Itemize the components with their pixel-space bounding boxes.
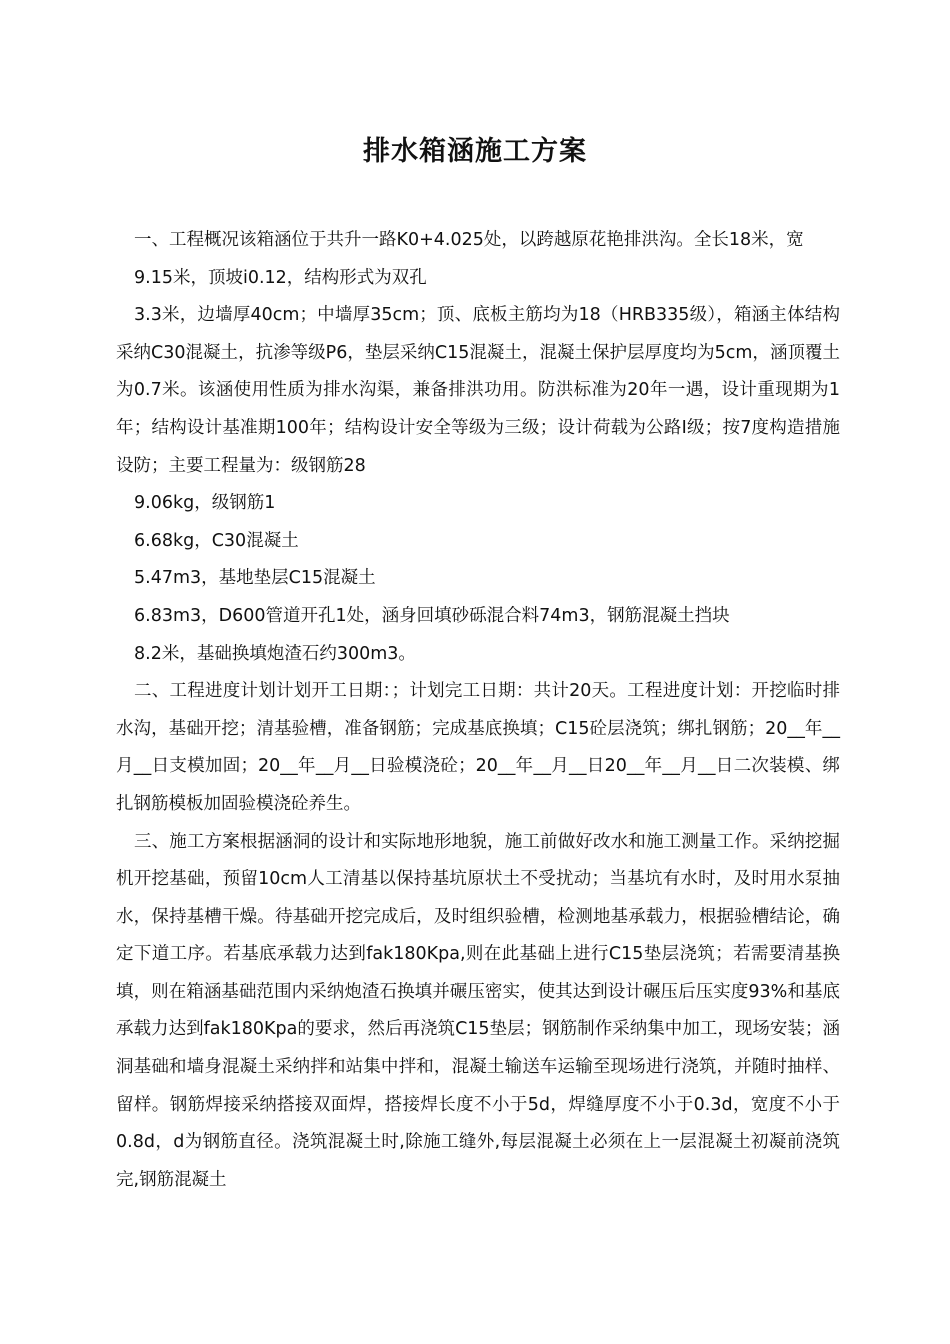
document-body xyxy=(116,222,840,1199)
paragraph-block: 8.2米，基础换填炮渣石约300m3。 xyxy=(134,643,416,664)
paragraph-cushion: 6.83m3，D600管道开孔1处，涵身回填砂砾混合料74m3，钢筋混凝土挡块 xyxy=(134,605,730,626)
paragraph-rebar-1: 9.06kg，级钢筋1 xyxy=(134,493,276,514)
paragraph-rebar-2: 6.68kg，C30混凝土 xyxy=(134,530,299,551)
paragraph-overview: 一、工程概况该箱涵位于共升一路K0+4.025处，以跨越原花艳排洪沟。全长18米，宽 xyxy=(134,230,804,250)
paragraph-schedule: 二、工程进度计划计划开工日期：；计划完工日期：共计20天。工程进度计划：开挖临时排水沟，基础开挖；清基验槽，准备钢筋；完成基底换填；C15砼层浇筑；绑扎钢筋；20__年__月__日支模加固；20__年__月__日验模浇砼；20__年__月__日20__年__月__日二次装模、绑扎钢筋模板加固验模浇砼养生。 xyxy=(116,681,840,814)
paragraph-width: 9.15米，顶坡i0.12，结构形式为双孔 xyxy=(134,267,427,288)
paragraph-construction-plan: 三、施工方案根据涵洞的设计和实际地形地貌，施工前做好改水和施工测量工作。采纳挖掘机开挖基础，预留10cm人工清基以保持基坑原状土不受扰动；当基坑有水时，及时用水泵抽水，保持基槽干燥。待基础开挖完成后，及时组织验槽，检测地基承载力，根据验槽结论，确定下道工序。若基底承载力达到fak180Kpa,则在此基础上进行C15垫层浇筑；若需要清基换填，则在箱涵基础范围内采纳炮渣石换填并碾压密实，使其达到设计碾压后压实度93%和基底承载力达到fak180Kpa的要求，然后再浇筑C15垫层；钢筋制作采纳集中加工，现场安装；涵洞基础和墙身混凝土采纳拌和站集中拌和，混凝土输送车运输至现场进行浇筑，并随时抽样、留样。钢筋焊接采纳搭接双面焊，搭接焊长度不小于5d，焊缝厚度不小于0.3d，宽度不小于0.8d，d为钢筋直径。浇筑混凝土时,除施工缝外,每层混凝土必须在上一层混凝土初凝前浇筑完,钢筋混凝土 xyxy=(116,831,840,1190)
paragraph-structure: 3.3米，边墙厚40cm；中墙厚35cm；顶、底板主筋均为18（HRB335级），箱涵主体结构采纳C30混凝土，抗渗等级P6，垫层采纳C15混凝土，混凝土保护层厚度均为5cm，涵顶覆土为0.7米。该涵使用性质为排水沟渠，兼备排洪功用。防洪标准为20年一遇，设计重现期为1年；结构设计基准期100年；结构设计安全等级为三级；设计荷载为公路Ⅰ级；按7度构造措施设防；主要工程量为：级钢筋28 xyxy=(116,305,840,476)
document-title: 排水箱涵施工方案 xyxy=(363,136,587,167)
paragraph-concrete: 5.47m3，基地垫层C15混凝土 xyxy=(134,568,376,589)
